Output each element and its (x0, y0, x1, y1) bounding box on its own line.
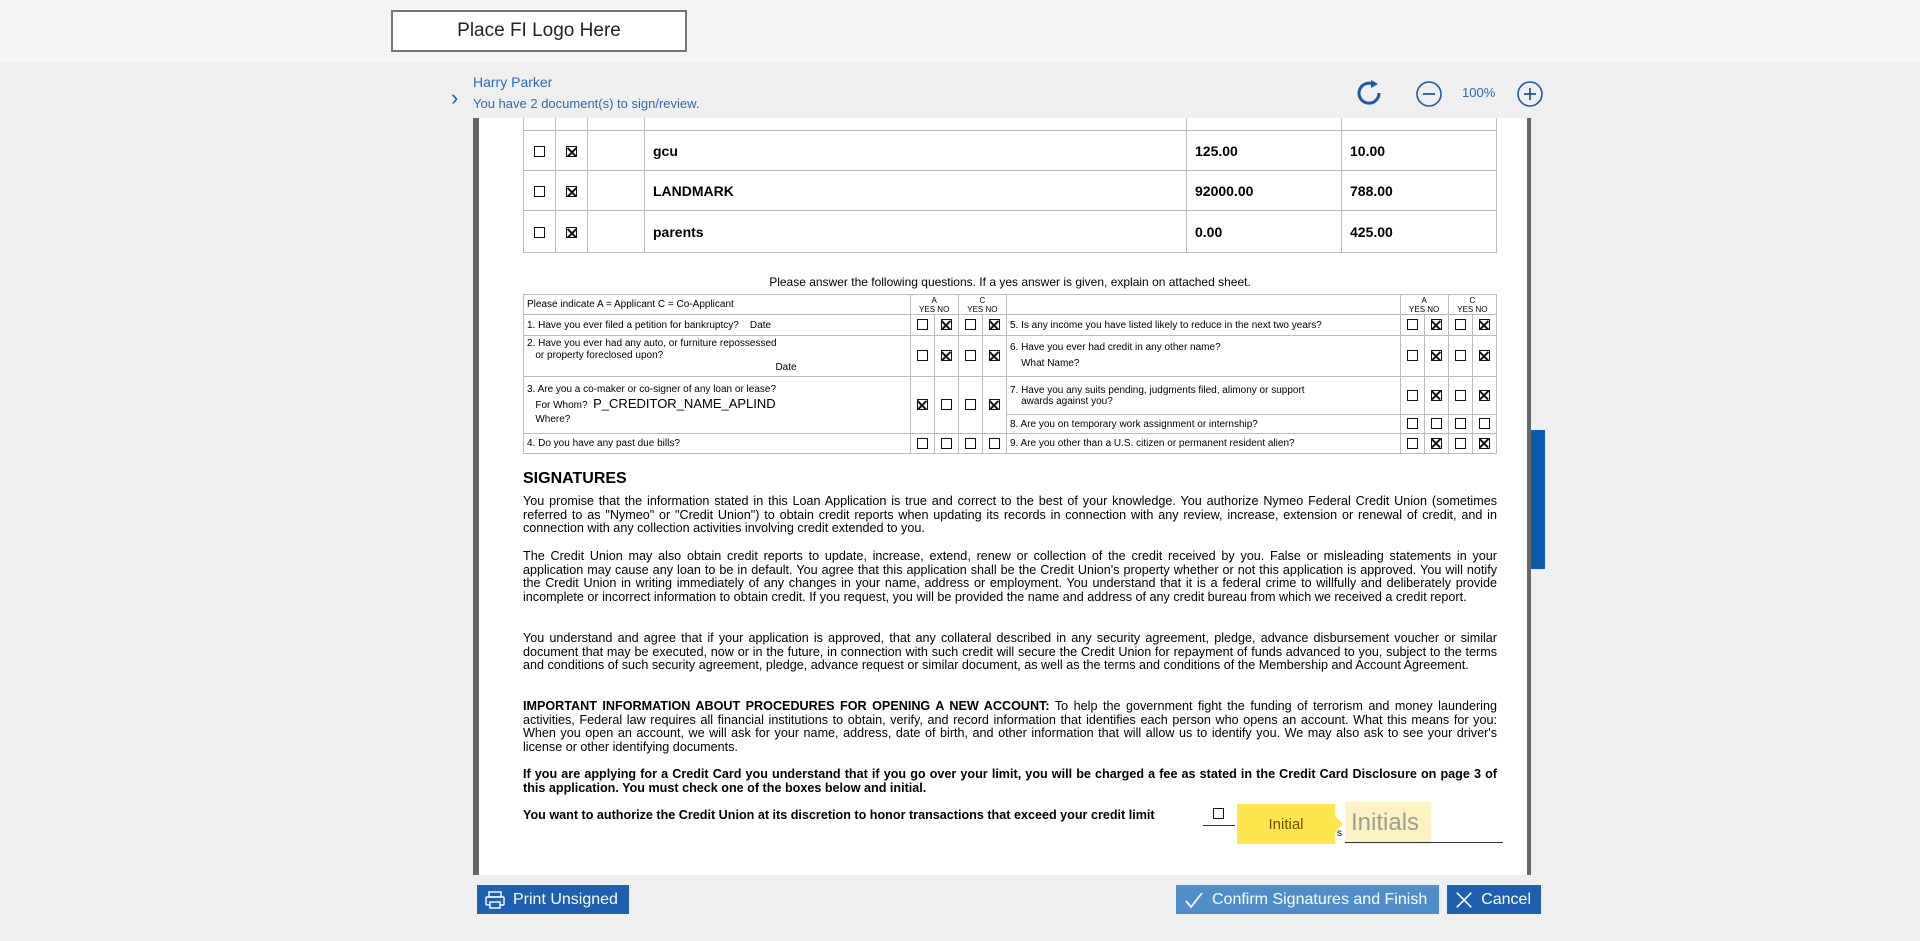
checkbox[interactable] (1407, 390, 1418, 401)
print-unsigned-button[interactable] (477, 885, 629, 914)
checkbox-checked[interactable] (941, 350, 952, 361)
checkbox-checked[interactable] (941, 319, 952, 330)
checkbox[interactable] (1455, 350, 1466, 361)
no-label: NO (985, 304, 998, 314)
print-unsigned-label: Print Unsigned (513, 890, 618, 908)
creditor-name: parents (645, 211, 1187, 253)
checkbox[interactable] (917, 350, 928, 361)
checkbox[interactable] (534, 146, 545, 157)
question-2: 2. Have you ever had any auto, or furniture repossessed (527, 338, 777, 349)
checkbox-checked[interactable] (1431, 319, 1442, 330)
page-navigator-tab[interactable] (1531, 430, 1545, 569)
important-info-heading: IMPORTANT INFORMATION ABOUT PROCEDURES FOR OPENING A NEW ACCOUNT: (523, 699, 1050, 713)
checkbox[interactable] (1455, 418, 1466, 429)
checkbox-checked[interactable] (1479, 390, 1490, 401)
table-row (524, 211, 1497, 253)
checkbox[interactable] (917, 438, 928, 449)
date-label: Date (775, 362, 797, 373)
col-c-label: C (1469, 295, 1476, 305)
cancel-button[interactable] (1447, 885, 1541, 914)
table-row (524, 131, 1497, 171)
checkbox[interactable] (965, 350, 976, 361)
for-whom-label: For Whom? (535, 400, 588, 411)
fi-logo-placeholder: Place FI Logo Here (391, 10, 687, 52)
signatures-paragraph-3: You understand and agree that if your application is approved, that any collateral described in any security agreement, pledge, advance disbursement voucher or similar document that may be executed, now or in the future, in connection with such credit will secure the Credit Union for repayment of funds advanced to you, subject to the terms and conditions of such security agreement, pledge, advance request or similar document, as well as the terms and conditions of the Membership and Account Agreement. (523, 631, 1497, 673)
checkbox-checked[interactable] (989, 399, 1000, 410)
zoom-out-icon[interactable] (1415, 80, 1443, 108)
documents-message: You have 2 document(s) to sign/review. (473, 96, 700, 111)
creditor-name: gcu (645, 131, 1187, 171)
question-8: 8. Are you on temporary work assignment or internship? (1006, 415, 1400, 434)
zoom-level: 100% (1462, 85, 1496, 100)
checkbox-checked[interactable] (1431, 390, 1442, 401)
question-7: 7. Have you any suits pending, judgments filed, alimony or support (1009, 384, 1305, 396)
yes-label: YES (1457, 304, 1474, 314)
document-header (0, 62, 1920, 118)
credit-card-notice: If you are applying for a Credit Card you understand that if you go over your limit, you will be charged a fee as stated in the Credit Card Disclosure on page 3 of this application. You must check one of the boxes below and initial. (523, 767, 1497, 795)
table-row (524, 336, 1497, 377)
question-2-cont: or property foreclosed upon? (535, 350, 664, 361)
checkbox[interactable] (1455, 390, 1466, 401)
checkbox[interactable] (941, 438, 952, 449)
creditor-name: LANDMARK (645, 171, 1187, 211)
question-9: 9. Are you other than a U.S. citizen or permanent resident alien? (1006, 434, 1400, 454)
creditor-payment: 425.00 (1342, 211, 1497, 253)
table-row (524, 295, 1497, 315)
checkbox-checked[interactable] (989, 319, 1000, 330)
table-row (524, 315, 1497, 336)
yes-label: YES (919, 304, 936, 314)
checkbox-checked[interactable] (1479, 319, 1490, 330)
checkbox[interactable] (1479, 418, 1490, 429)
checkbox[interactable] (534, 186, 545, 197)
col-a-label: A (1421, 295, 1427, 305)
yes-label: YES (967, 304, 984, 314)
authorize-statement: You want to authorize the Credit Union at its discretion to honor transactions that exceed your credit limit (523, 808, 1155, 822)
creditor-balance: 92000.00 (1187, 171, 1342, 211)
creditor-payment: 10.00 (1342, 131, 1497, 171)
checkbox-checked[interactable] (566, 227, 577, 238)
checkbox-checked[interactable] (1479, 350, 1490, 361)
creditor-balance: 125.00 (1187, 131, 1342, 171)
zoom-in-icon[interactable] (1516, 80, 1544, 108)
creditor-balance: 0.00 (1187, 211, 1342, 253)
question-7-cont: awards against you? (1021, 395, 1113, 407)
signatures-paragraph-2: The Credit Union may also obtain credit reports to update, increase, extend, renew or collection of the credit received by you. False or misleading statements in your application may cause any loan to be in default. You agree that this application shall be the Credit Union's property whether or not this application is approved. You will notify the Credit Union in writing immediately of any changes in your name, address or employment. You understand that it is a federal crime to willfully and deliberately provide incomplete or incorrect information to obtain credit. If you request, you will be provided the name and address of any credit bureau from which we received a credit report. (523, 549, 1497, 604)
cancel-label: Cancel (1481, 890, 1531, 908)
question-4: 4. Do you have any past due bills? (524, 434, 911, 454)
yes-label: YES (1409, 304, 1426, 314)
checkbox[interactable] (1407, 319, 1418, 330)
col-c-label: C (979, 295, 986, 305)
question-5: 5. Is any income you have listed likely to reduce in the next two years? (1006, 315, 1400, 336)
checkbox[interactable] (989, 438, 1000, 449)
signatures-paragraph-4 (523, 700, 1497, 754)
what-name-label: What Name? (1021, 358, 1080, 369)
checkbox[interactable] (965, 399, 976, 410)
creditors-table (523, 118, 1497, 253)
initial-button[interactable]: Initial (1237, 804, 1335, 844)
checkbox[interactable] (1407, 418, 1418, 429)
checkbox-checked[interactable] (566, 186, 577, 197)
signatures-heading: SIGNATURES (523, 470, 627, 487)
indicate-label: Please indicate A = Applicant C = Co-Applicant (524, 295, 911, 315)
col-a-label: A (931, 295, 937, 305)
user-name: Harry Parker (473, 74, 553, 90)
no-label: NO (1475, 304, 1488, 314)
checkbox[interactable] (965, 438, 976, 449)
checkbox[interactable] (941, 399, 952, 410)
where-label: Where? (535, 414, 571, 425)
refresh-icon[interactable] (1354, 78, 1384, 108)
table-row (524, 434, 1497, 454)
important-info-text: To help the government fight the funding of terrorism and money laundering activities, Federal law requires all financial institutions to obtain, verify, and record information that identifies each person who opens an account. What this means for you: When you open an account, we will ask for your name, address, date of birth, and other information that will allow us to identify you. We may also ask to see your driver's license or other identifying documents. (523, 699, 1497, 754)
signature-mark: s (1337, 828, 1342, 839)
checkbox[interactable] (917, 319, 928, 330)
initials-underline (1345, 842, 1503, 843)
checkbox-checked[interactable] (1431, 350, 1442, 361)
no-label: NO (1427, 304, 1440, 314)
checkbox[interactable] (1431, 418, 1442, 429)
checkbox[interactable] (1407, 350, 1418, 361)
question-3: 3. Are you a co-maker or co-signer of any loan or lease? (527, 384, 777, 395)
chevron-right-icon[interactable]: › (451, 85, 459, 110)
creditor-payment: 788.00 (1342, 171, 1497, 211)
confirm-signatures-label: Confirm Signatures and Finish (1212, 890, 1428, 908)
table-row (524, 171, 1497, 211)
initials-field[interactable]: Initials (1345, 802, 1431, 844)
checkbox[interactable] (534, 227, 545, 238)
checkbox-checked[interactable] (566, 146, 577, 157)
checkbox[interactable] (1455, 319, 1466, 330)
question-1: 1. Have you ever filed a petition for bankruptcy? (527, 319, 739, 331)
table-row (524, 118, 1497, 131)
questions-note: Please answer the following questions. If a yes answer is given, explain on attached sheet. (769, 275, 1251, 289)
top-bar (0, 0, 1920, 62)
checkbox-underline (1203, 825, 1235, 826)
printer-icon (485, 891, 505, 909)
checkbox[interactable] (1407, 438, 1418, 449)
table-row (524, 377, 1497, 415)
checkbox-checked[interactable] (1479, 438, 1490, 449)
questions-table (523, 294, 1497, 454)
close-icon (1455, 891, 1473, 909)
date-label: Date (749, 319, 772, 331)
for-whom-value: P_CREDITOR_NAME_APLIND (593, 396, 776, 411)
document-viewer[interactable] (473, 118, 1531, 875)
checkbox-checked[interactable] (1431, 438, 1442, 449)
signatures-paragraph-1: You promise that the information stated in this Loan Application is true and correct to the best of your knowledge. You authorize Nymeo Federal Credit Union (sometimes referred to as "Nymeo" or "Credit Union") to obtain credit reports when updating its records in connection with any review, increase, extension or renewal of credit, and in connection with any collection activities involving credit extended to you. (523, 494, 1497, 536)
checkmark-icon (1184, 891, 1204, 909)
authorize-checkbox[interactable] (1213, 808, 1224, 819)
checkbox-checked[interactable] (989, 350, 1000, 361)
no-label: NO (937, 304, 950, 314)
checkbox-checked[interactable] (917, 399, 928, 410)
confirm-signatures-button[interactable] (1176, 885, 1439, 914)
checkbox[interactable] (1455, 438, 1466, 449)
checkbox[interactable] (965, 319, 976, 330)
question-6: 6. Have you ever had credit in any other name? (1009, 342, 1221, 353)
